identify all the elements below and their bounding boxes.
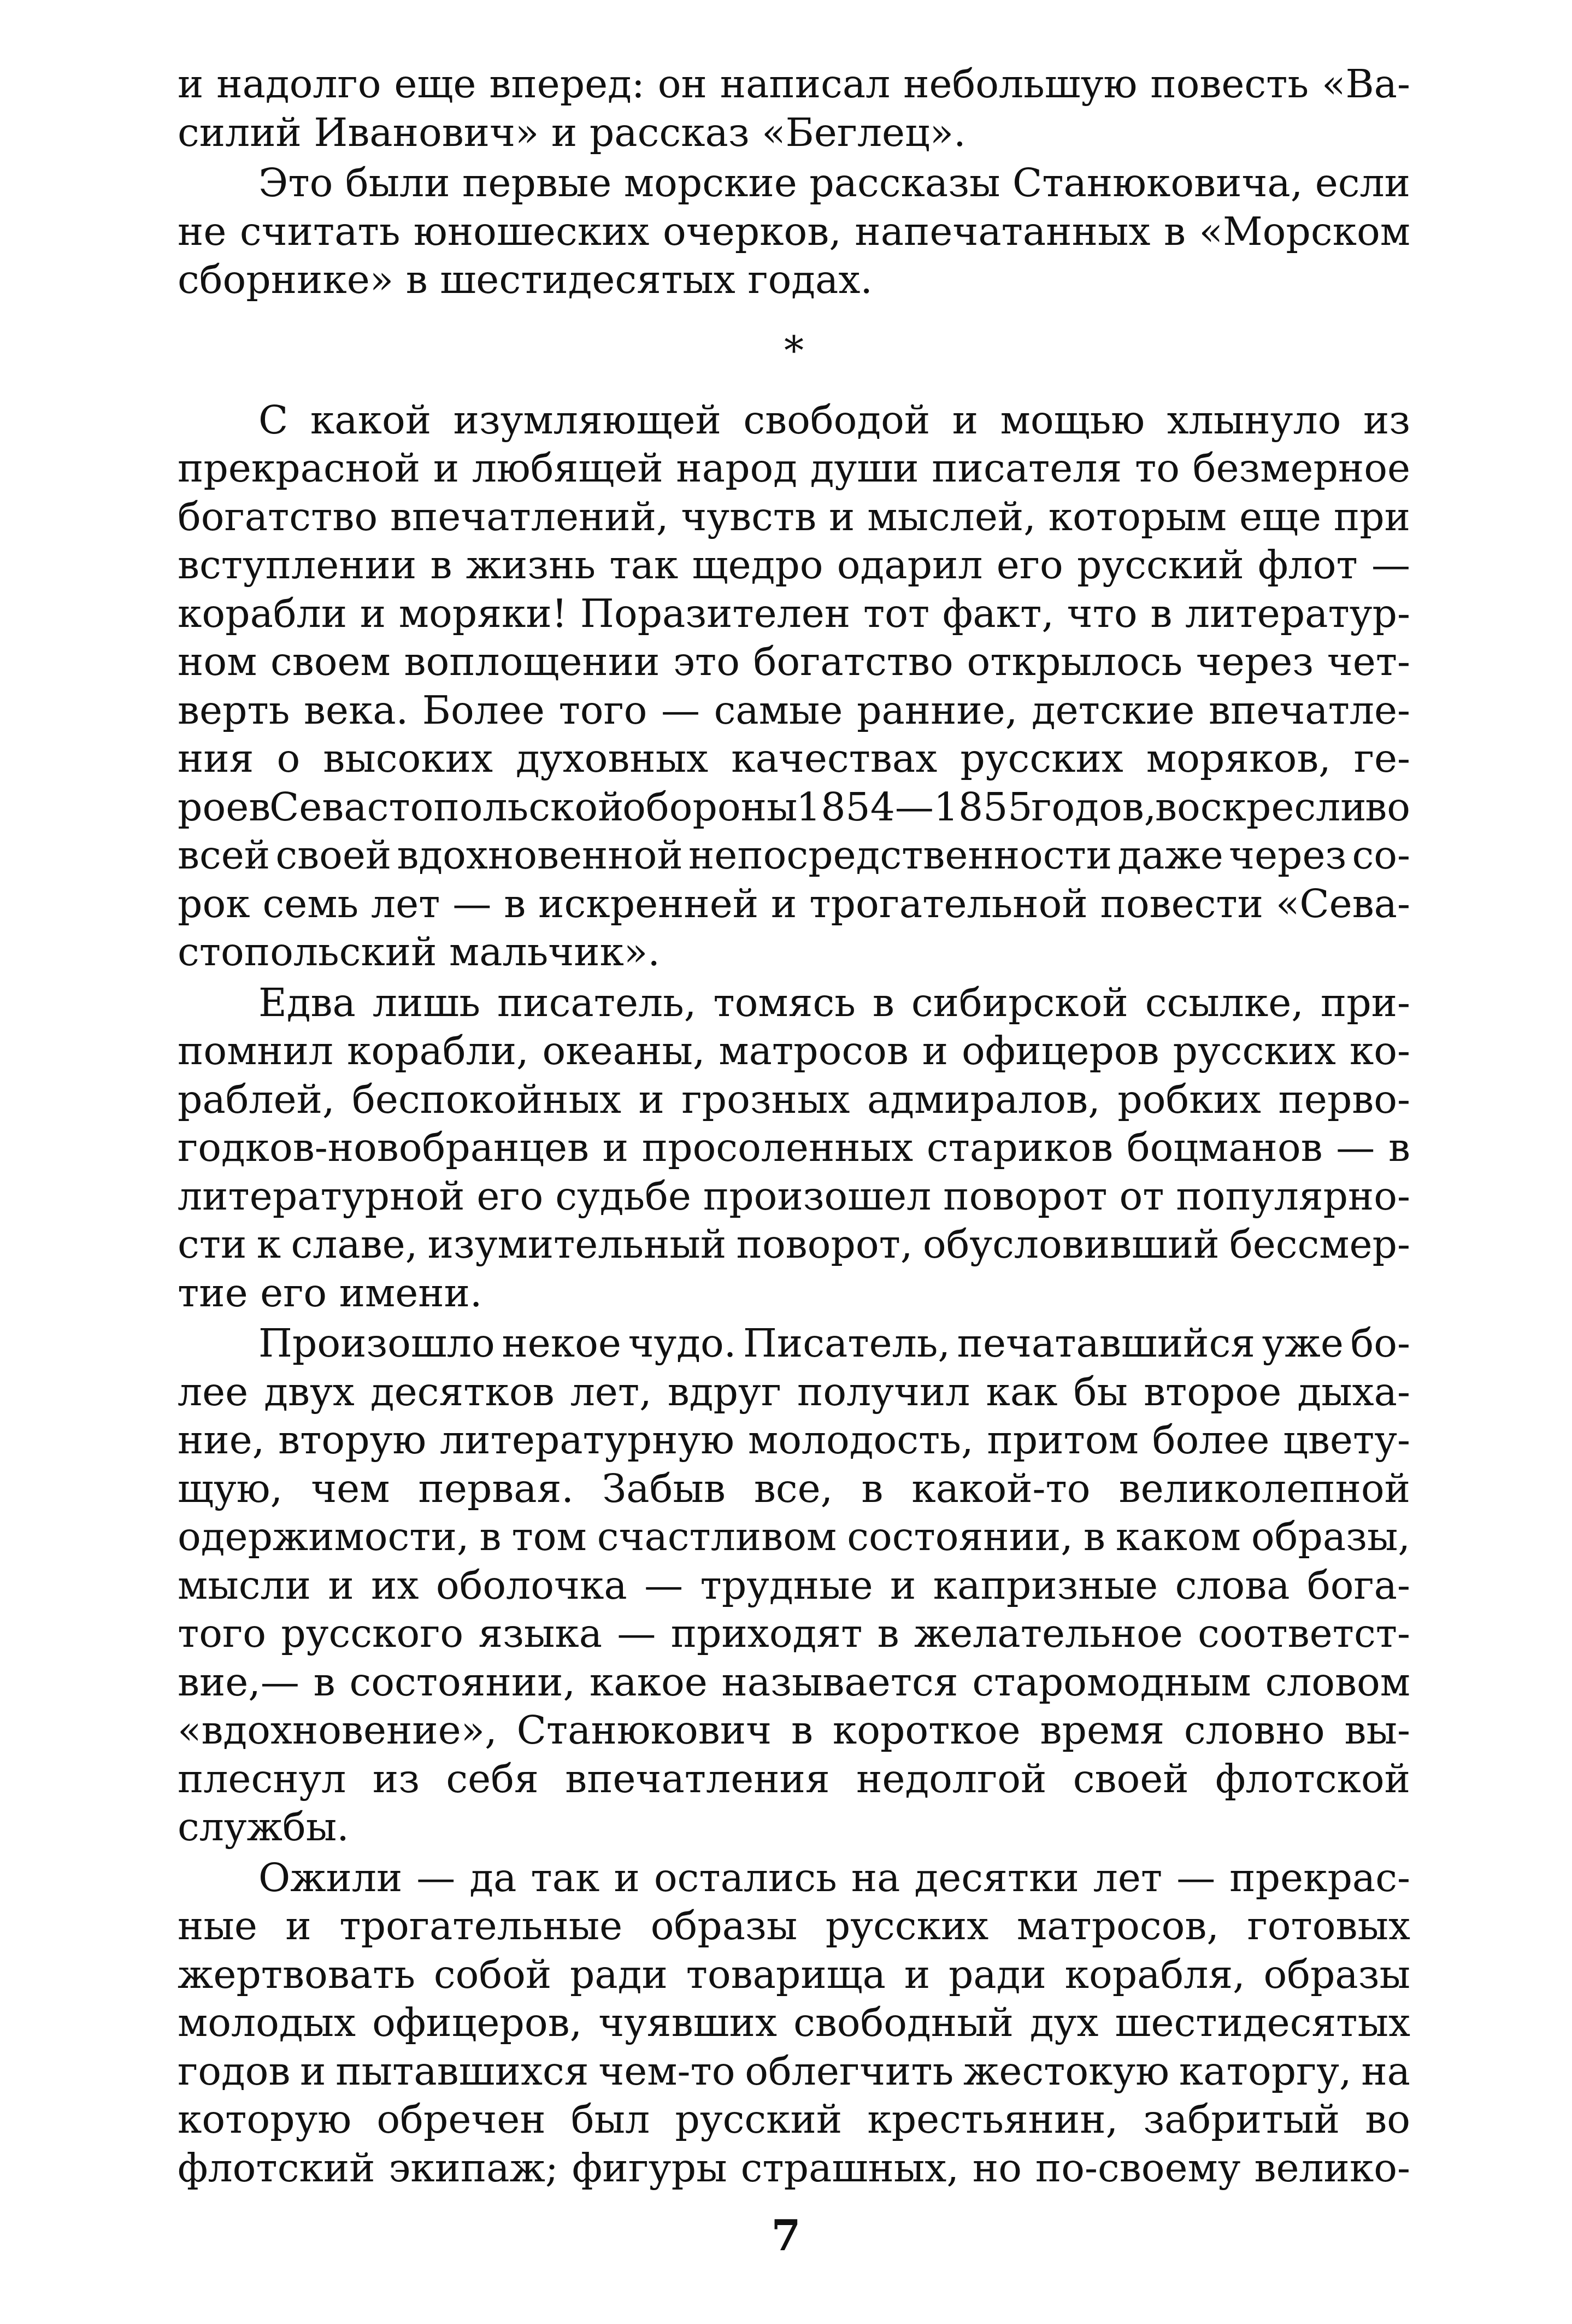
text-line: рок семь лет — в искренней и трогательной повести «Сева-	[178, 881, 1410, 926]
text-line: роев Севастопольской обороны 1854—1855 годов, воскресли во	[178, 784, 1410, 830]
text-line: литературной его судьбе произошел поворот от популярно-	[178, 1173, 1410, 1219]
text-line: помнил корабли, океаны, матросов и офицеров русских ко-	[178, 1028, 1410, 1073]
text-line: ние, вторую литературную молодость, притом более цвету-	[178, 1417, 1410, 1463]
text-line: Это были первые морские рассказы Станюковича, если	[258, 160, 1410, 206]
paragraph-3	[178, 396, 1410, 977]
text-line: вступлении в жизнь так щедро одарил его русский флот —	[178, 542, 1410, 588]
text-line: С какой изумляющей свободой и мощью хлынуло из	[258, 397, 1410, 443]
text-line: службы.	[178, 1804, 349, 1850]
text-line: вие,— в состоянии, какое называется старомодным словом	[178, 1659, 1410, 1705]
text-line: стопольский мальчик».	[178, 929, 660, 975]
text-line: Произошло некое чудо. Писатель, печатавшийся уже бо-	[258, 1321, 1410, 1366]
text-line: не считать юношеских очерков, напечатанных в «Морском	[178, 208, 1410, 254]
text-line: Едва лишь писатель, томясь в сибирской ссылке, при-	[258, 979, 1410, 1025]
section-separator: *	[784, 327, 804, 373]
text-line: одержимости, в том счастливом состоянии, в каком образы,	[178, 1514, 1410, 1559]
paragraph-2	[178, 159, 1410, 304]
text-line: сти к славе, изумительный поворот, обусловивший бессмер-	[178, 1222, 1410, 1267]
text-line: раблей, беспокойных и грозных адмиралов, робких перво-	[178, 1076, 1410, 1122]
text-line: ном своем воплощении это богатство открылось через чет-	[178, 639, 1410, 684]
text-line: годов и пытавшихся чем-то облегчить жестокую каторгу, на	[178, 2048, 1410, 2094]
text-line: ные и трогательные образы русских матросов, готовых	[178, 1903, 1410, 1949]
text-line: молодых офицеров, чуявших свободный дух шестидесятых	[178, 2000, 1410, 2045]
text-line: которую обречен был русский крестьянин, забритый во	[178, 2097, 1410, 2142]
text-line: «вдохновение», Станюкович в короткое время словно вы-	[178, 1707, 1410, 1753]
page-body	[178, 60, 1410, 2194]
text-line: силий Иванович» и рассказ «Беглец».	[178, 109, 966, 155]
paragraph-4	[178, 979, 1410, 1318]
text-line: и надолго еще вперед: он написал небольшую повесть «Ва-	[178, 61, 1410, 107]
text-line: всей своей вдохновенной непосредственности даже через со-	[178, 832, 1410, 878]
text-line: сборнике» в шестидесятых годах.	[178, 257, 873, 302]
text-line: ния о высоких духовных качествах русских моряков, ге-	[178, 736, 1410, 781]
text-line: годков-новобранцев и просоленных стариков боцманов — в	[178, 1125, 1410, 1170]
text-line: жертвовать собой ради товарища и ради корабля, образы	[178, 1951, 1410, 1997]
paragraph-5	[178, 1319, 1410, 1852]
text-line: Ожили — да так и остались на десятки лет — прекрас-	[258, 1854, 1410, 1900]
text-line: того русского языка — приходят в желательное соответст-	[178, 1611, 1410, 1656]
text-line: корабли и моряки! Поразителен тот факт, что в литератур-	[178, 590, 1410, 636]
text-line: верть века. Более того — самые ранние, детские впечатле-	[178, 687, 1410, 733]
text-line: лее двух десятков лет, вдруг получил как бы второе дыха-	[178, 1369, 1410, 1415]
text-line: щую, чем первая. Забыв все, в какой-то великолепной	[178, 1465, 1410, 1511]
text-line: мысли и их оболочка — трудные и капризные слова бога-	[178, 1562, 1410, 1608]
text-line: плеснул из себя впечатления недолгой своей флотской	[178, 1756, 1410, 1801]
text-line: прекрасной и любящей народ души писателя то безмерное	[178, 445, 1410, 491]
text-line: богатство впечатлений, чувств и мыслей, которым еще при	[178, 494, 1410, 539]
page-number: 7	[771, 2211, 801, 2261]
text-line: тие его имени.	[178, 1270, 482, 1316]
paragraph-1	[178, 60, 1410, 157]
text-line: флотский экипаж; фигуры страшных, но по-своему велико-	[178, 2145, 1410, 2191]
paragraph-6	[178, 1854, 1410, 2193]
